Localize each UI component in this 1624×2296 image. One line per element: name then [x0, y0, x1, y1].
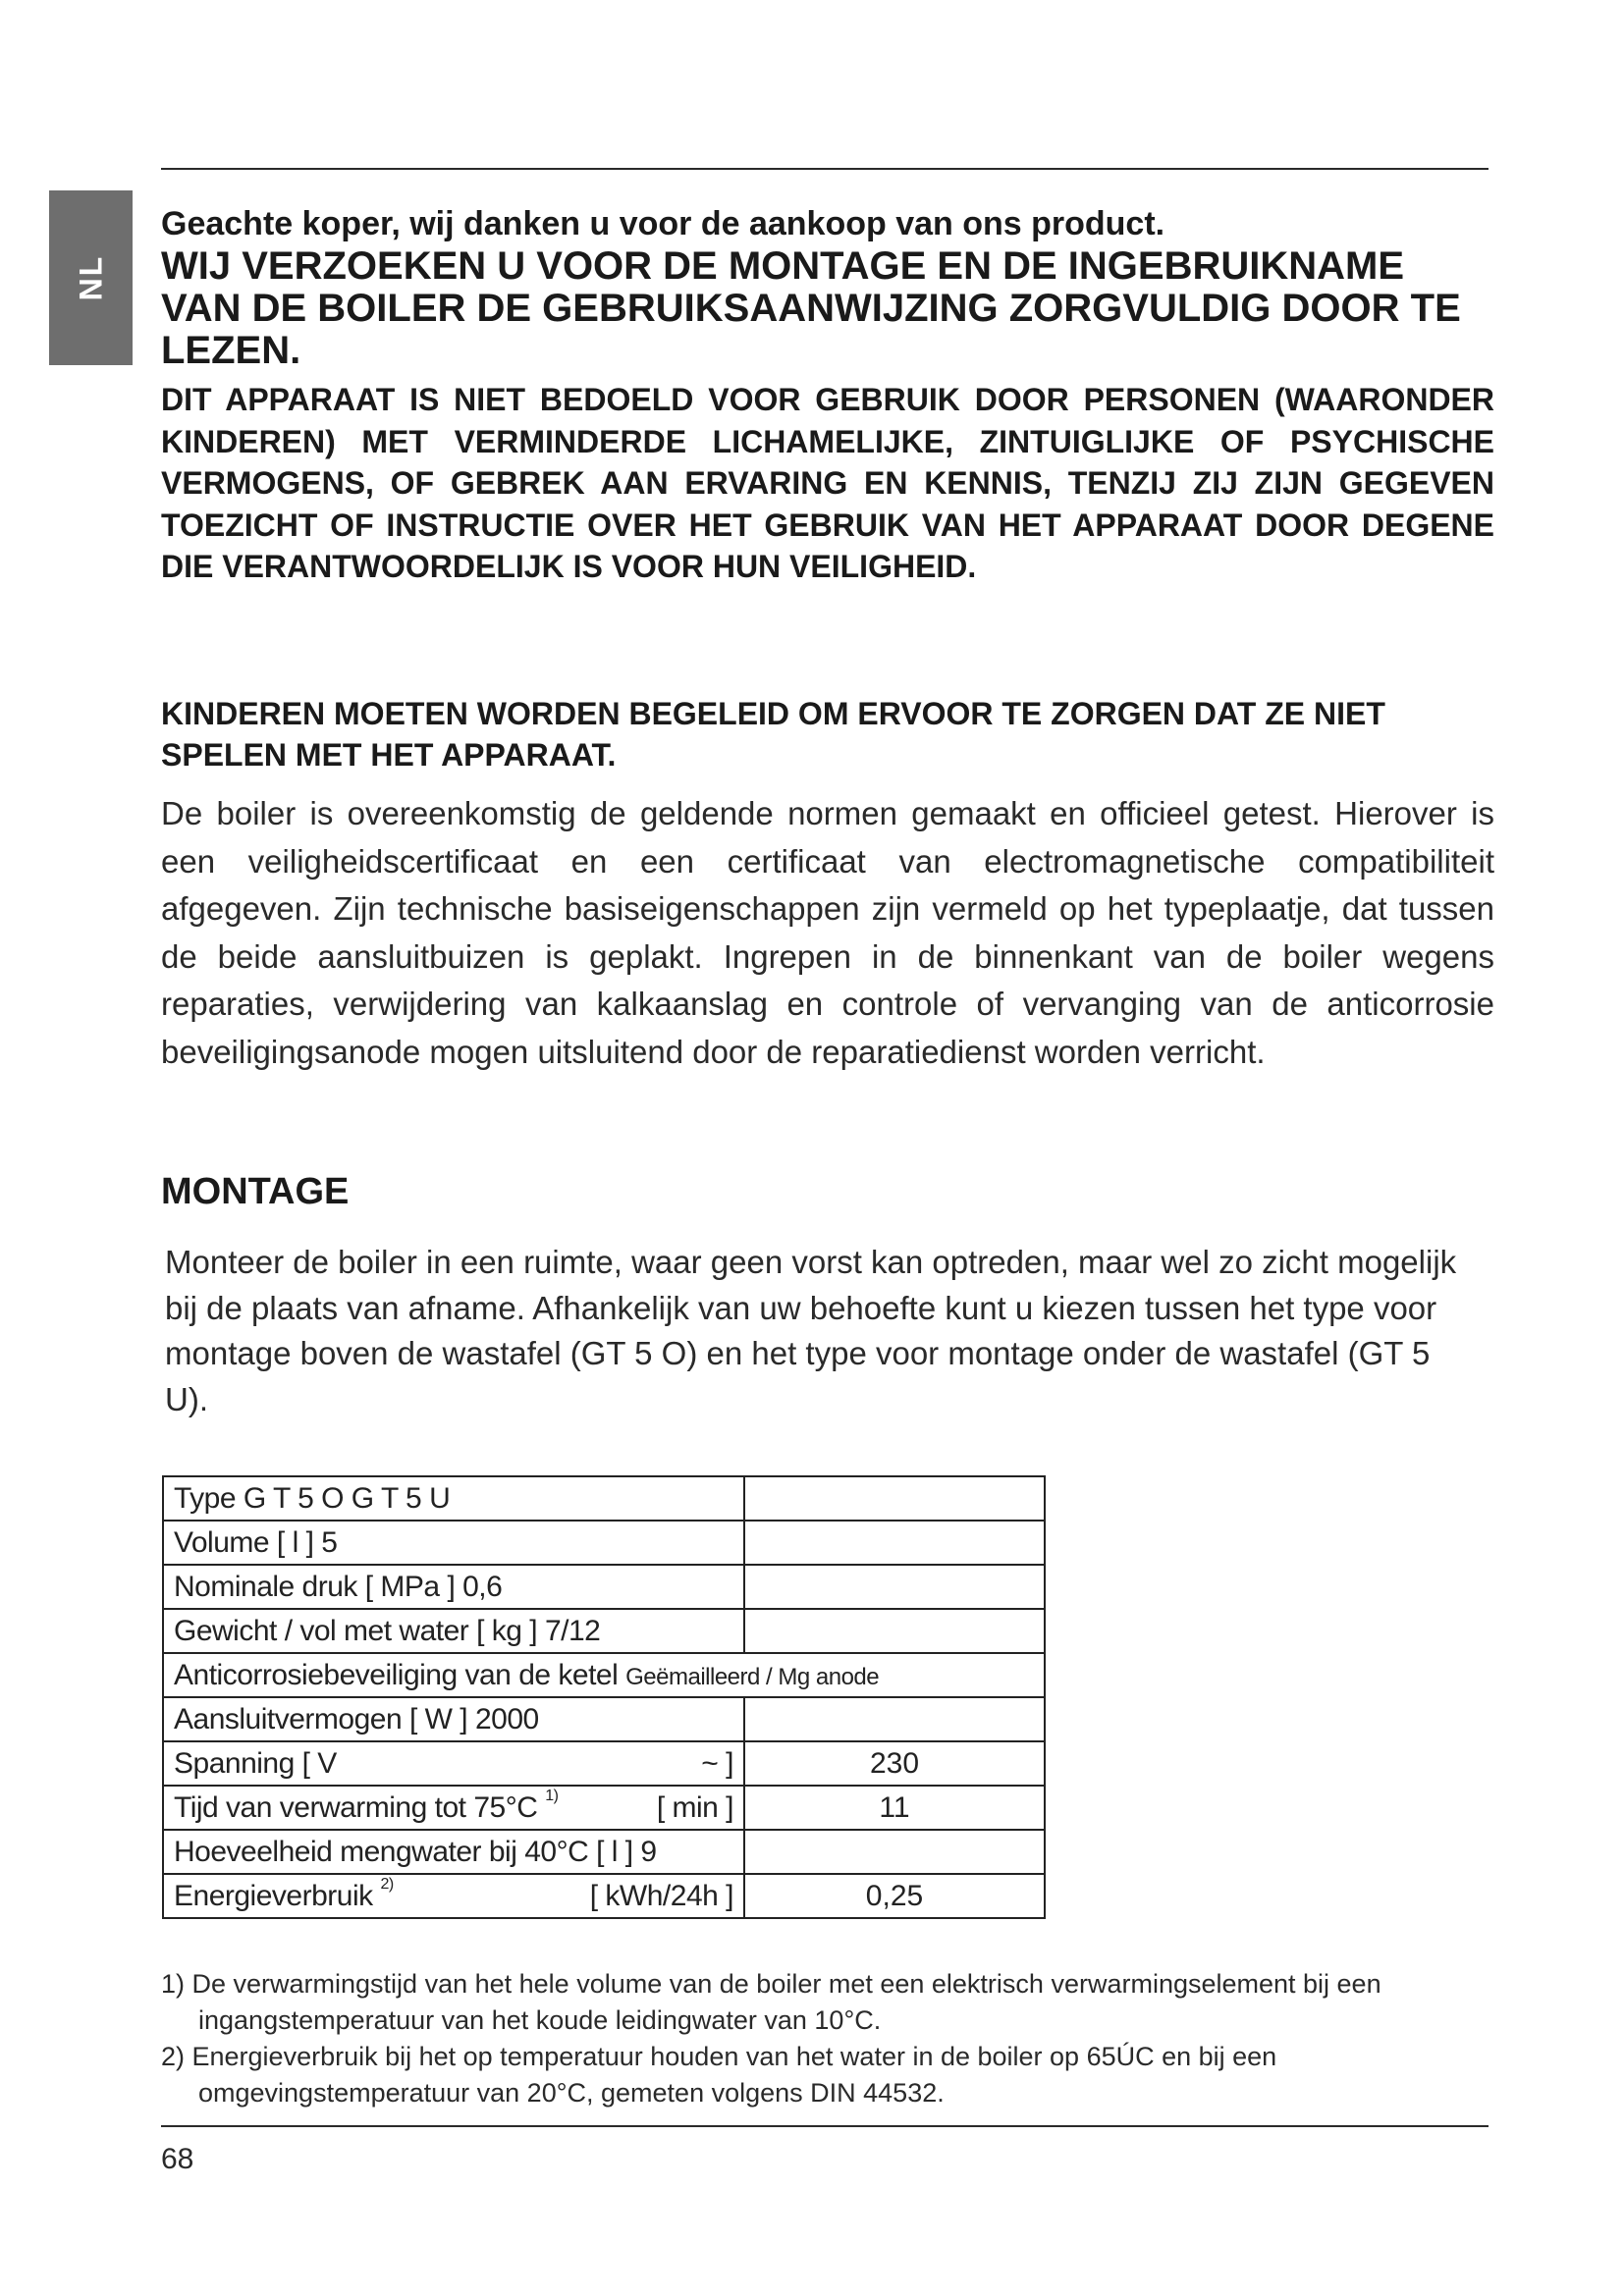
energy-unit: [ kWh/24h ] — [589, 1879, 733, 1912]
table-row — [163, 1830, 1045, 1874]
table-row — [163, 1786, 1045, 1830]
montage-paragraph: Monteer de boiler in een ruimte, waar geen vorst kan optreden, maar wel zo zicht mogelijk bij de plaats van afname. Afhankelijk van uw behoefte kunt u kiezen tussen het type voor montage boven de wastafel (GT 5 O) en het type voor montage onder de wastafel (GT 5 U). — [165, 1244, 1457, 1417]
voltage-value: 230 — [744, 1741, 1045, 1786]
language-tab-label: NL — [73, 254, 108, 301]
anticorrosion-value: Geëmailleerd / Mg anode — [625, 1663, 880, 1690]
value-cell — [744, 1609, 1045, 1653]
value-cell — [744, 1565, 1045, 1609]
page-number: 68 — [161, 2143, 194, 2175]
heating-time-label: Tijd van verwarming tot 75°C — [174, 1790, 538, 1824]
table-row — [163, 1521, 1045, 1565]
nominal-pressure-cell: Nominale druk [ MPa ] 0,6 — [163, 1565, 744, 1609]
montage-heading: MONTAGE — [161, 1171, 350, 1212]
table-row — [163, 1476, 1045, 1521]
weight-cell: Gewicht / vol met water [ kg ] 7/12 — [163, 1609, 744, 1653]
volume-cell: Volume [ l ] 5 — [163, 1521, 744, 1565]
voltage-unit: ~ ] — [701, 1746, 733, 1780]
specs-table — [162, 1475, 1046, 1919]
mixed-water-cell: Hoeveelheid mengwater bij 40°C [ l ] 9 — [163, 1830, 744, 1874]
footnote-2: 2) Energieverbruik bij het op temperatuur houden van het water in de boiler op 65ÚC en bij een omgevingstemperatuur van 20°C, gemeten volgens DIN 44532. — [161, 2042, 1277, 2108]
table-row — [163, 1874, 1045, 1918]
table-row — [163, 1653, 1045, 1697]
table-row — [163, 1697, 1045, 1741]
value-cell — [744, 1697, 1045, 1741]
type-cell: Type G T 5 O G T 5 U — [163, 1476, 744, 1521]
anticorrosion-cell — [163, 1653, 1045, 1697]
table-row — [163, 1741, 1045, 1786]
energy-label: Energieverbruik — [174, 1879, 373, 1912]
footnotes — [161, 1966, 1496, 2111]
children-warning: KINDEREN MOETEN WORDEN BEGELEID OM ERVOOR TE ZORGEN DAT ZE NIET SPELEN MET HET APPARAAT. — [161, 696, 1385, 773]
top-rule — [161, 168, 1489, 170]
energy-cell — [163, 1874, 744, 1918]
energy-value: 0,25 — [744, 1874, 1045, 1918]
bottom-rule — [161, 2125, 1489, 2127]
heating-time-cell — [163, 1786, 744, 1830]
value-cell — [744, 1521, 1045, 1565]
voltage-label: Spanning [ V — [174, 1746, 337, 1780]
language-tab — [49, 190, 133, 365]
footnote-ref-2: 2) — [380, 1875, 394, 1893]
intro-paragraph: De boiler is overeenkomstig de geldende normen gemaakt en officieel getest. Hierover is een veiligheidscertificaat en een certificaat van electromagnetische compatibiliteit afgegeven. Zijn technische basiseigenschappen zijn vermeld op het typeplaatje, dat tussen de beide aansluitbuizen is geplakt. Ingrepen in de binnenkant van de boiler wegens reparaties, verwijdering van kalkaanslag en controle of vervanging van de anticorrosie beveiligingsanode mogen uitsluitend door de reparatiedienst worden verricht. — [161, 795, 1494, 1070]
footnote-ref-1: 1) — [545, 1787, 559, 1804]
value-cell — [744, 1830, 1045, 1874]
greeting: Geachte koper, wij danken u voor de aankoop van ons product. — [161, 205, 1165, 242]
table-row — [163, 1565, 1045, 1609]
footnote-1: 1) De verwarmingstijd van het hele volume van de boiler met een elektrisch verwarmingselement bij een ingangstemperatuur van het koude leidingwater van 10°C. — [161, 1969, 1381, 2035]
power-cell: Aansluitvermogen [ W ] 2000 — [163, 1697, 744, 1741]
value-cell — [744, 1476, 1045, 1521]
safety-warning: DIT APPARAAT IS NIET BEDOELD VOOR GEBRUIK DOOR PERSONEN (WAARONDER KINDEREN) MET VERMINDERDE LICHAMELIJKE, ZINTUIGLIJKE OF PSYCHISCHE VERMOGENS, OF GEBREK AAN ERVARING EN KENNIS, TENZIJ ZIJ ZIJN GEGEVEN TOEZICHT OF INSTRUCTIE OVER HET GEBRUIK VAN HET APPARAAT DOOR DEGENE DIE VERANTWOORDELIJK IS VOOR HUN VEILIGHEID. — [161, 382, 1494, 584]
instruction-heading: WIJ VERZOEKEN U VOOR DE MONTAGE EN DE INGEBRUIKNAME VAN DE BOILER DE GEBRUIKSAANWIJZING ZORGVULDIG DOOR TE LEZEN. — [161, 244, 1461, 372]
anticorrosion-label: Anticorrosiebeveiliging van de ketel — [174, 1658, 619, 1691]
voltage-cell — [163, 1741, 744, 1786]
table-row — [163, 1609, 1045, 1653]
heating-time-unit: [ min ] — [656, 1790, 733, 1824]
heating-time-value: 11 — [744, 1786, 1045, 1830]
